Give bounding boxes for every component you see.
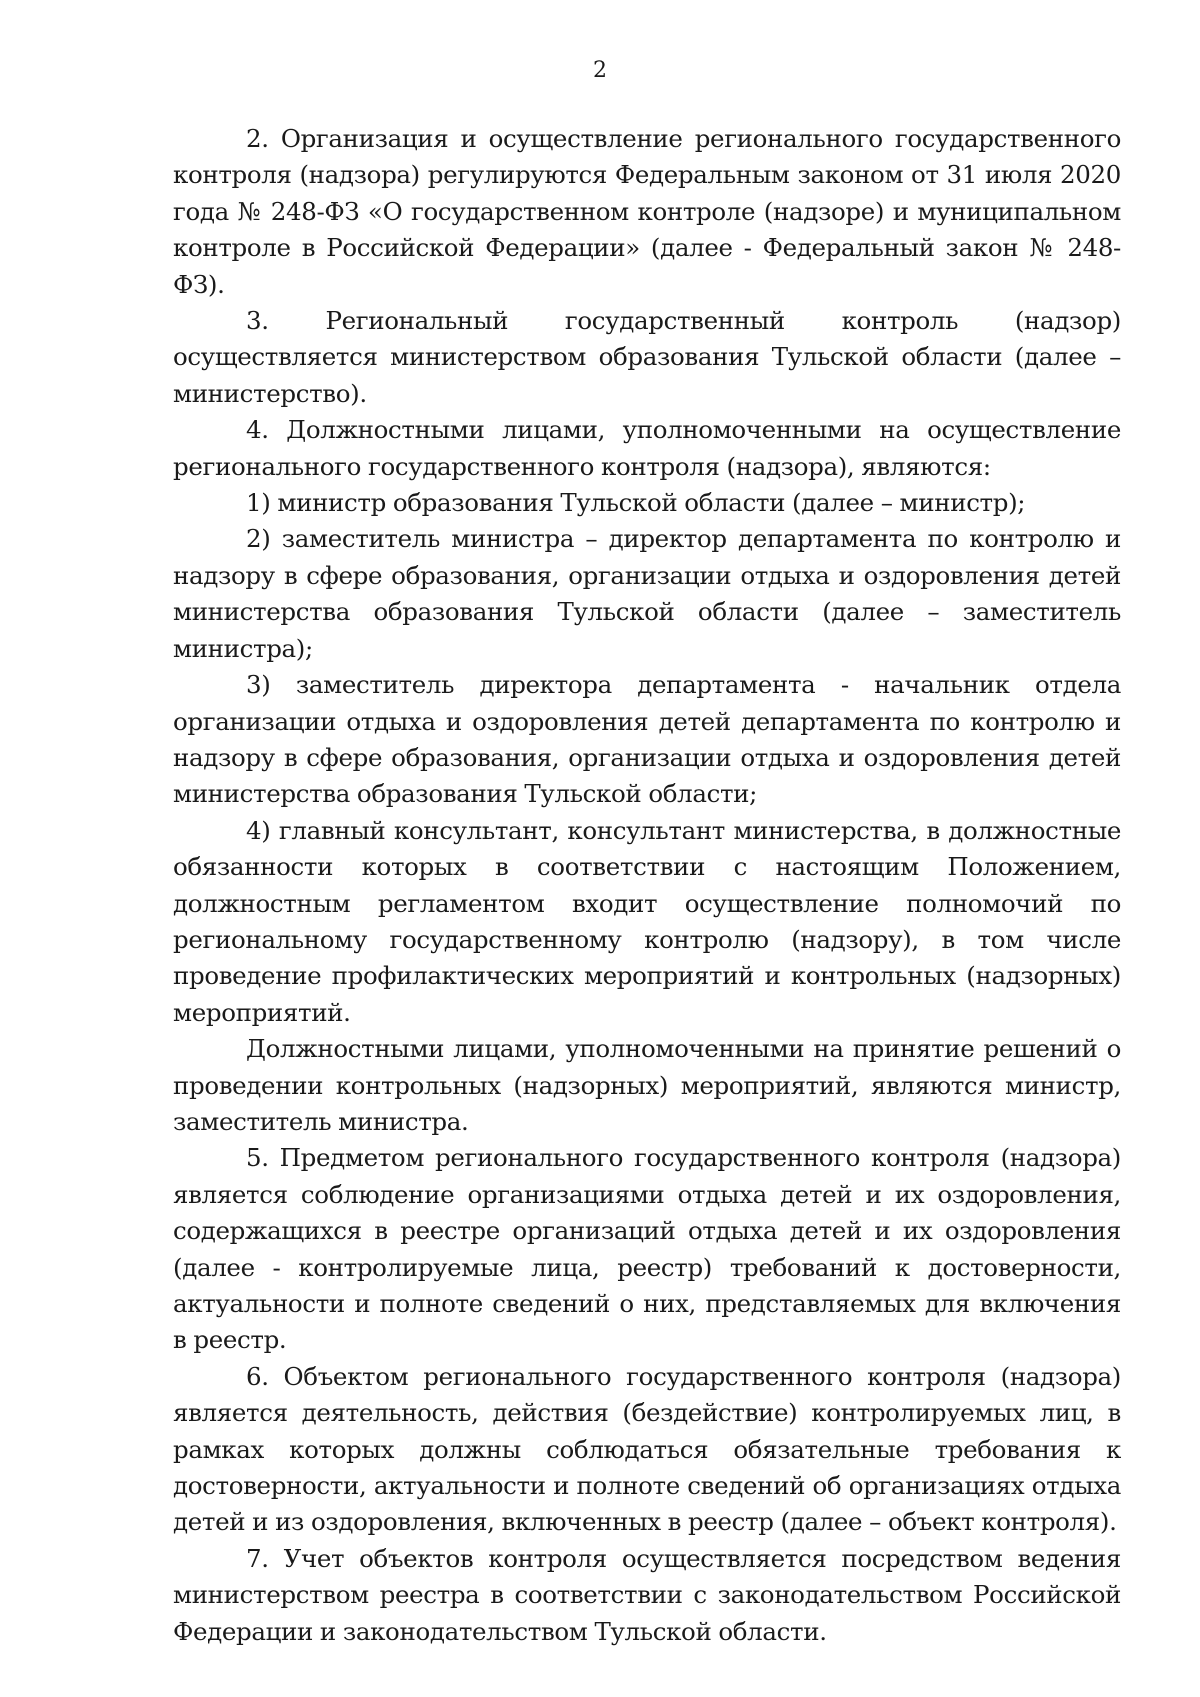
paragraph-item-5: 5. Предметом регионального государственного контроля (надзора) является соблюдение организациями отдыха детей и их оздоровления, содержащихся в реестре организаций отдыха детей и их оздоровления (далее - контролируемые лица, реестр) требований к достоверности, актуальности и полноте сведений о них, представляемых для включения в реестр. xyxy=(173,1143,1121,1355)
paragraph-item-2: 2. Организация и осуществление регионального государственного контроля (надзора) регулируются Федеральным законом от 31 июля 2020 года № 248-ФЗ «О государственном контроле (надзоре) и муниципальном контроле в Российской Федерации» (далее - Федеральный закон № 248-ФЗ). xyxy=(173,124,1121,299)
paragraph-item-6: 6. Объектом регионального государственного контроля (надзора) является деятельность, действия (бездействие) контролируемых лиц, в рамках которых должны соблюдаться обязательные требования к достоверности, актуальности и полноте сведений об организациях отдыха детей и из оздоровления, включенных в реестр (далее – объект контроля). xyxy=(173,1361,1121,1537)
paragraph-decision-makers: Должностными лицами, уполномоченными на принятие решений о проведении контрольных (надзорных) мероприятий, являются министр, заместитель министра. xyxy=(173,1034,1121,1136)
paragraph-subitem-2: 2) заместитель министра – директор департамента по контролю и надзору в сфере образования, организации отдыха и оздоровления детей министерства образования Тульской области (далее – заместитель министра); xyxy=(173,524,1121,663)
paragraph-item-3: 3. Региональный государственный контроль (надзор) осуществляется министерством образования Тульской области (далее – министерство). xyxy=(173,306,1121,408)
document-body xyxy=(173,121,1121,1650)
page-number: 2 xyxy=(593,58,607,83)
paragraph-subitem-4: 4) главный консультант, консультант министерства, в должностные обязанности которых в соответствии с настоящим Положением, должностным регламентом входит осуществление полномочий по региональному государственному контролю (надзору), в том числе проведение профилактических мероприятий и контрольных (надзорных) мероприятий. xyxy=(173,815,1121,1027)
paragraph-subitem-1: 1) министр образования Тульской области (далее – министр); xyxy=(246,488,1026,518)
paragraph-item-7: 7. Учет объектов контроля осуществляется посредством ведения министерством реестра в соответствии с законодательством Российской Федерации и законодательством Тульской области. xyxy=(173,1543,1121,1646)
paragraph-item-4: 4. Должностными лицами, уполномоченными на осуществление регионального государственного контроля (надзора), являются: xyxy=(173,415,1121,481)
paragraph-subitem-3: 3) заместитель директора департамента - начальник отдела организации отдыха и оздоровления детей департамента по контролю и надзору в сфере образования, организации отдыха и оздоровления детей министерства образования Тульской области; xyxy=(173,670,1121,809)
